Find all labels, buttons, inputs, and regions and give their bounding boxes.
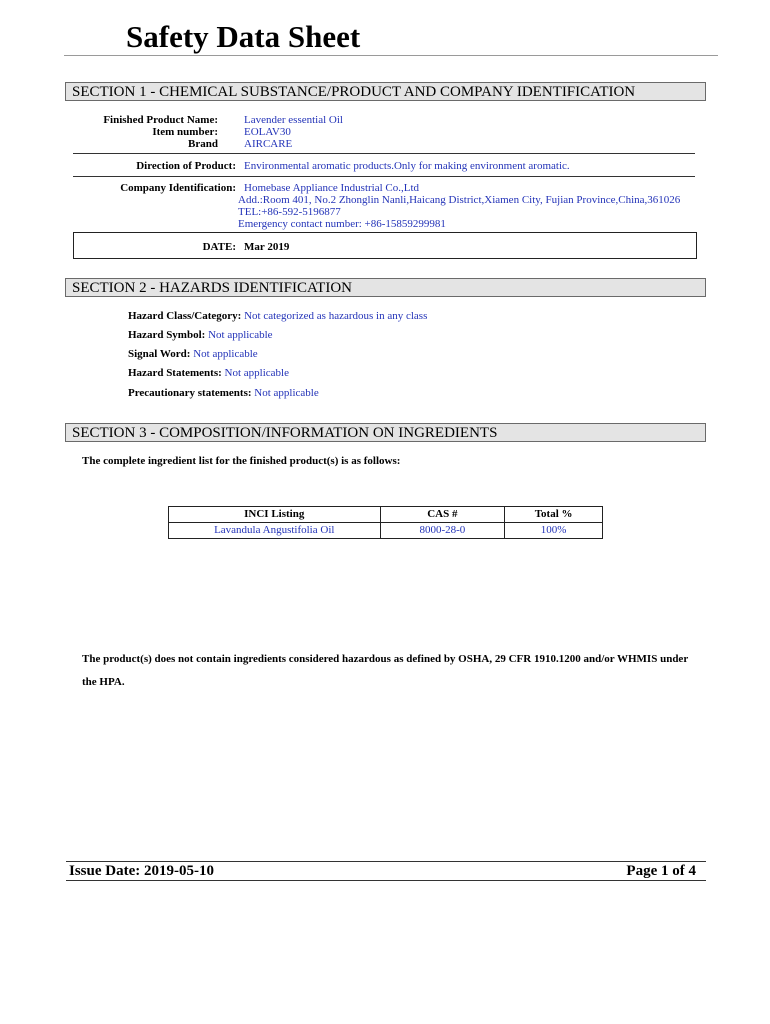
hazard-symbol-label: Hazard Symbol: [128,329,206,341]
hazard-note-line-2: the HPA. [82,676,125,688]
section-3-heading: SECTION 3 - COMPOSITION/INFORMATION ON INGREDIENTS [65,423,706,442]
product-name-value: Lavender essential Oil [244,114,343,126]
company-emergency: Emergency contact number: +86-15859299981 [238,218,446,230]
table-row [169,523,603,539]
table-header-row [169,507,603,523]
brand-value: AIRCARE [244,138,293,150]
direction-value: Environmental aromatic products.Only for making environment aromatic. [244,160,570,172]
precautionary-label: Precautionary statements: [128,387,252,399]
signal-word-row [128,348,258,361]
footer-bottom-rule [66,880,706,881]
divider [73,153,695,154]
company-tel: TEL:+86-592-5196877 [238,206,341,218]
signal-word-label: Signal Word: [128,348,191,360]
precautionary-row [128,387,319,400]
ingredient-intro: The complete ingredient list for the finished product(s) is as follows: [82,455,401,467]
hazard-statements-value: Not applicable [224,367,289,379]
company-address: Add.:Room 401, No.2 Zhonglin Nanli,Haicang District,Xiamen City, Fujian Province,China,361026 [238,194,681,206]
column-header-cas: CAS # [380,507,505,523]
direction-label: Direction of Product: [136,160,236,172]
hazard-class-value: Not categorized as hazardous in any class [244,310,428,322]
title-divider [64,55,718,56]
divider [73,176,695,177]
column-header-total: Total % [505,507,603,523]
hazard-symbol-value: Not applicable [208,329,273,341]
hazard-note-line-1: The product(s) does not contain ingredients considered hazardous as defined by OSHA, 29 CFR 1910.1200 and/or WHMIS under [82,653,689,665]
page-number: Page 1 of 4 [626,863,696,879]
date-label: DATE: [202,241,236,253]
cell-cas: 8000-28-0 [380,523,505,539]
company-name: Homebase Appliance Industrial Co.,Ltd [244,182,420,194]
hazard-statements-row [128,367,289,380]
item-number-value: EOLAV30 [244,126,291,138]
hazard-class-row [128,310,427,323]
signal-word-value: Not applicable [193,348,258,360]
precautionary-value: Not applicable [254,387,319,399]
date-value: Mar 2019 [244,241,290,253]
hazard-symbol-row [128,329,273,342]
section-2-heading: SECTION 2 - HAZARDS IDENTIFICATION [65,278,706,297]
hazard-class-label: Hazard Class/Category: [128,310,242,322]
item-number-label: Item number: [152,126,218,138]
cell-inci: Lavandula Angustifolia Oil [169,523,381,539]
issue-date: Issue Date: 2019-05-10 [69,863,214,879]
brand-label: Brand [188,138,218,150]
company-label: Company Identification: [120,182,236,194]
cell-total: 100% [505,523,603,539]
ingredient-table [168,506,603,539]
column-header-inci: INCI Listing [169,507,381,523]
section-1-heading: SECTION 1 - CHEMICAL SUBSTANCE/PRODUCT AND COMPANY IDENTIFICATION [65,82,706,101]
product-name-label: Finished Product Name: [103,114,218,126]
hazard-statements-label: Hazard Statements: [128,367,222,379]
document-title: Safety Data Sheet [126,19,361,54]
